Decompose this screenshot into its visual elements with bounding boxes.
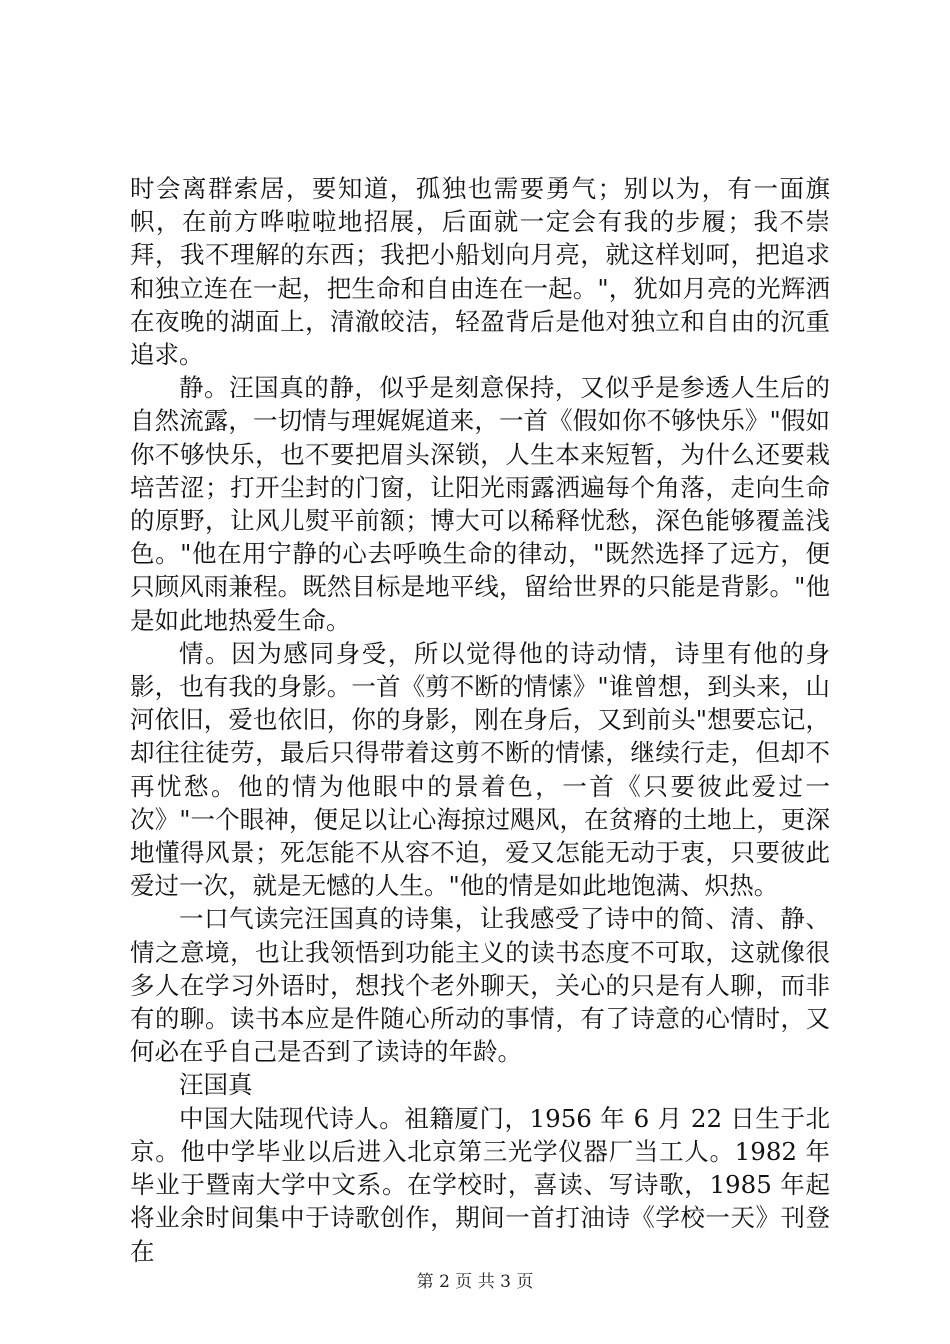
paragraph-conclusion: 一口气读完汪国真的诗集，让我感受了诗中的简、清、静、情之意境，也让我领悟到功能主义的读书态度不可取，这就像很多人在学习外语时，想找个老外聊天，关心的只是有人聊，而非有的聊。读书本应是件随心所动的事情，有了诗意的心情时，又何必在乎自己是否到了读诗的年龄。 (130, 904, 830, 1067)
paragraph-jing: 静。汪国真的静，似乎是刻意保持，又似乎是参透人生后的自然流露，一切情与理娓娓道来，一首《假如你不够快乐》"假如你不够快乐，也不要把眉头深锁，人生本来短暂，为什么还要栽培苦涩；打开尘封的门窗，让阳光雨露洒遍每个角落，走向生命的原野，让风儿熨平前额；博大可以稀释忧愁，深色能够覆盖浅色。"他在用宁静的心去呼唤生命的律动，"既然选择了远方，便只顾风雨兼程。既然目标是地平线，留给世界的只能是背影。"他是如此地热爱生命。 (130, 373, 830, 635)
document-body (130, 172, 830, 1268)
section-heading-author: 汪国真 (179, 1070, 253, 1100)
paragraph-qing: 情。因为感同身受，所以觉得他的诗动情，诗里有他的身影，也有我的身影。一首《剪不断的情愫》"谁曾想，到头来，山河依旧，爱也依旧，你的身影，刚在身后，又到前头"想要忘记，却往往徒劳，最后只得带着这剪不断的情愫，继续行走，但却不再忧愁。他的情为他眼中的景着色，一首《只要彼此爱过一次》"一个眼神，便足以让心海掠过飓风，在贫瘠的土地上，更深地懂得风景；死怎能不从容不迫，爱又怎能无动于衷，只要彼此爱过一次，就是无憾的人生。"他的情是如此地饱满、炽热。 (130, 638, 830, 901)
paragraph-continuation: 时会离群索居，要知道，孤独也需要勇气；别以为，有一面旗帜，在前方哗啦啦地招展，后面就一定会有我的步履；我不崇拜，我不理解的东西；我把小船划向月亮，就这样划呵，把追求和独立连在一起，把生命和自由连在一起。"，犹如月亮的光辉洒在夜晚的湖面上，清澈皎洁，轻盈背后是他对独立和自由的沉重追求。 (130, 174, 830, 370)
page-footer: 第 2 页 共 3 页 (416, 1272, 534, 1292)
paragraph-author-bio: 中国大陆现代诗人。祖籍厦门，1956 年 6 月 22 日生于北京。他中学毕业以后进入北京第三光学仪器厂当工人。1982 年毕业于暨南大学中文系。在学校时，喜读、写诗歌，1985 年起将业余时间集中于诗歌创作，期间一首打油诗《学校一天》刊登在 (130, 1103, 830, 1266)
